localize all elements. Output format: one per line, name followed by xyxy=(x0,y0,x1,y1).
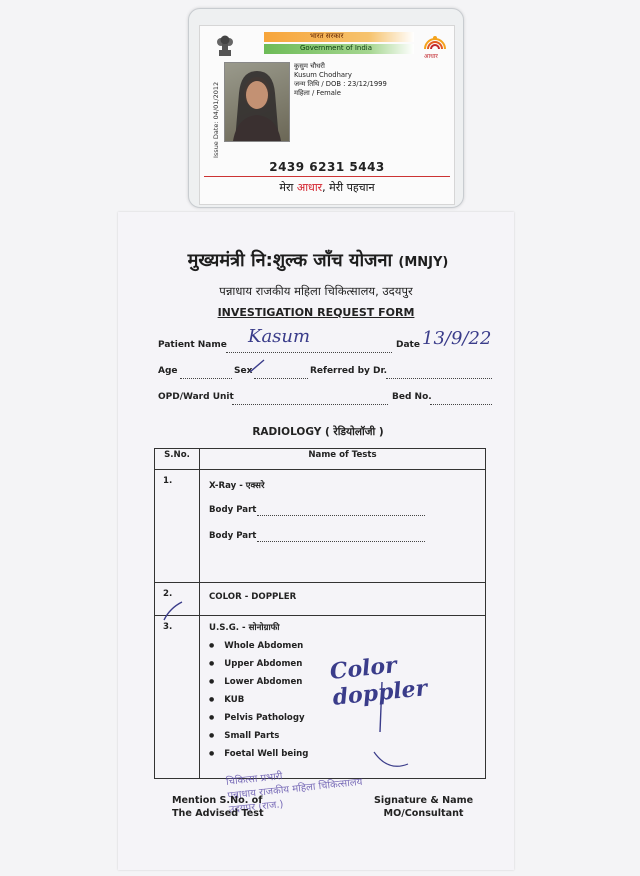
pen-marks xyxy=(118,212,514,870)
handwritten-note: Color doppler xyxy=(328,652,429,711)
patient-name-value: Kasum xyxy=(248,326,311,347)
col-header-sno: S.No. xyxy=(155,449,200,470)
test-usg: U.S.G. - सोनोग्राफी xyxy=(209,623,280,633)
official-stamp: चिकित्सा प्रभारी पन्नाधाय राजकीय महिला चिकित्सालय उदयपुर (राज.) xyxy=(225,771,363,816)
aadhaar-card xyxy=(188,8,464,208)
usg-foetal-well-being: ● Foetal Well being xyxy=(209,749,308,759)
person-silhouette-icon xyxy=(225,63,289,141)
date-value: 13/9/22 xyxy=(422,328,492,349)
usg-whole-abdomen: ● Whole Abdomen xyxy=(209,641,303,651)
usg-kub: ● KUB xyxy=(209,695,244,705)
col-header-tests: Name of Tests xyxy=(200,449,486,470)
scheme-title-hindi: मुख्यमंत्री नि:शुल्क जाँच योजना xyxy=(187,250,393,271)
aadhaar-tagline xyxy=(200,180,454,195)
investigation-request-form xyxy=(118,212,514,870)
govt-hindi: भारत सरकार xyxy=(310,32,344,40)
holder-name-english: Kusum Chodhary xyxy=(294,71,352,79)
tagline-highlight: आधार xyxy=(296,181,323,194)
aadhaar-logo-label: आधार xyxy=(424,53,438,60)
issue-date: Issue Date: 04/01/2012 xyxy=(212,81,220,158)
divider xyxy=(204,176,450,177)
signature-line-1: Signature & Name xyxy=(374,795,474,806)
signature-line-2: MO/Consultant xyxy=(383,808,464,819)
body-part-label-2: Body Part xyxy=(209,531,257,541)
section-title-radiology: RADIOLOGY ( रेडियोलॉजी ) xyxy=(252,426,384,438)
age-label: Age xyxy=(158,366,178,376)
mention-line-1: Mention S.No. of xyxy=(172,795,263,806)
test-color-doppler: COLOR - DOPPLER xyxy=(209,592,297,602)
sex-label: Sex xyxy=(234,366,253,376)
holder-gender: महिला / Female xyxy=(294,89,341,97)
usg-lower-abdomen: ● Lower Abdomen xyxy=(209,677,302,687)
patient-name-label: Patient Name xyxy=(158,340,227,350)
holder-details xyxy=(294,62,387,98)
national-emblem-icon xyxy=(214,32,236,58)
hospital-name: पन्नाधाय राजकीय महिला चिकित्सालय, उदयपुर xyxy=(219,284,413,298)
row-sno: 1. xyxy=(155,470,200,583)
aadhaar-number: 2439 6231 5443 xyxy=(269,160,385,174)
usg-small-parts: ● Small Parts xyxy=(209,731,279,741)
test-xray: X-Ray - एक्सरे xyxy=(209,481,265,491)
body-part-label-1: Body Part xyxy=(209,505,257,515)
date-label: Date xyxy=(396,340,420,350)
govt-english: Government of India xyxy=(300,44,373,52)
mention-line-2: The Advised Test xyxy=(172,808,264,819)
tagline-part-1: मेरा xyxy=(279,181,297,194)
scheme-abbr: (MNJY) xyxy=(398,255,449,270)
row-sno: 2. xyxy=(155,583,200,616)
tagline-part-2: , मेरी पहचान xyxy=(322,181,375,194)
aadhaar-card-face xyxy=(199,25,455,205)
holder-photo xyxy=(224,62,290,142)
opd-ward-label: OPD/Ward Unit xyxy=(158,392,234,402)
holder-name-hindi: कुसुम चौधरी xyxy=(294,62,325,70)
holder-dob: जन्म तिथि / DOB : 23/12/1999 xyxy=(294,80,387,88)
row-sno: 3. xyxy=(155,616,200,779)
bed-no-label: Bed No. xyxy=(392,392,432,402)
usg-upper-abdomen: ● Upper Abdomen xyxy=(209,659,302,669)
form-title: INVESTIGATION REQUEST FORM xyxy=(217,306,415,319)
usg-pelvis-pathology: ● Pelvis Pathology xyxy=(209,713,305,723)
referred-by-label: Referred by Dr. xyxy=(310,366,388,376)
